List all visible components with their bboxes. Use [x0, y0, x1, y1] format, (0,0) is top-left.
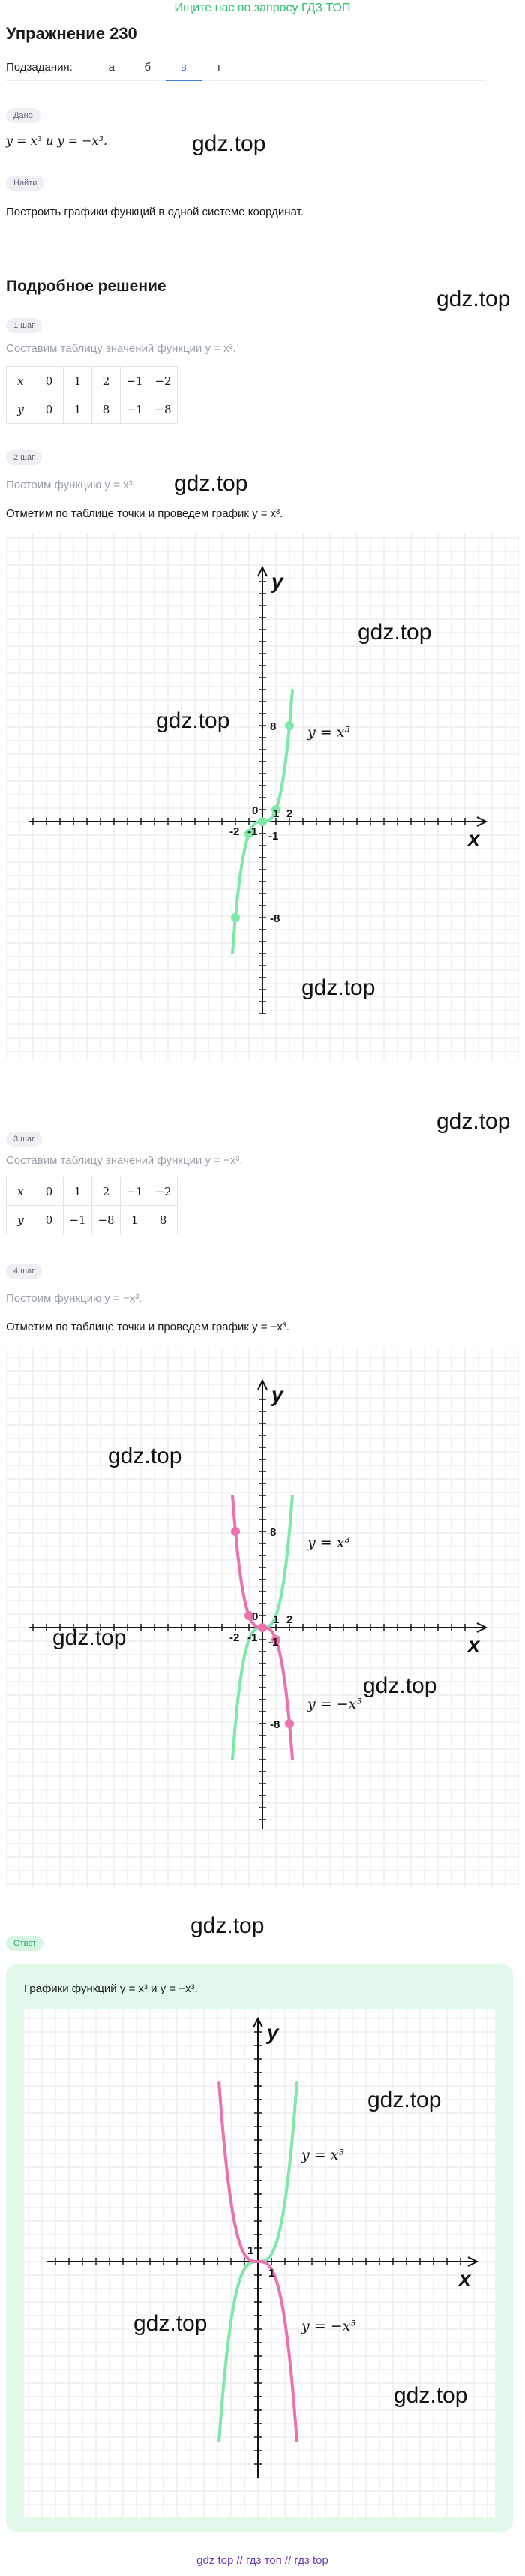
tick-label: 0	[252, 804, 259, 817]
search-banner[interactable]: Ищите нас по запросу ГДЗ ТОП	[174, 2, 351, 14]
graph-answer	[24, 2009, 495, 2517]
step2-text2: Отметим по таблице точки и проведем график y = x³.	[6, 507, 284, 520]
tick-label: -1	[248, 825, 258, 838]
tick-label: -1	[268, 830, 279, 843]
watermark: gdz.top	[368, 2088, 442, 2112]
curve-label-cube: y = x³	[308, 1534, 351, 1551]
step4-text2: Отметим по таблице точки и проведем график y = −x³.	[6, 1321, 290, 1333]
tick-label: 8	[270, 720, 277, 733]
tick-label: 1	[273, 807, 280, 820]
step2-text: Постоим функцию y = x³.	[6, 479, 136, 491]
point-marker	[231, 913, 240, 922]
table-row: x 0 1 2 −1 −2	[7, 367, 178, 395]
table-row: y 0 1 8 −1 −8	[7, 395, 178, 424]
tick-label: -2	[230, 1631, 240, 1644]
table-row: y 0 −1 −8 1 8	[7, 1206, 178, 1234]
tick-label: 0	[252, 1610, 259, 1623]
graph-both	[6, 1349, 519, 1889]
watermark: gdz.top	[302, 975, 376, 1000]
point-marker	[231, 1527, 240, 1536]
y-axis-label: y	[272, 1383, 284, 1406]
tick-label: 1	[248, 2244, 254, 2257]
values-table-1	[6, 366, 178, 424]
point-marker	[285, 721, 294, 730]
watermark: gdz.top	[156, 708, 230, 733]
given-chip: Дано	[6, 108, 40, 123]
tab-b[interactable]: б	[144, 60, 152, 74]
curve-label-neg-cube: y = −x³	[302, 2318, 356, 2334]
values-table-2	[6, 1177, 178, 1234]
watermark: gdz.top	[358, 620, 432, 645]
step4-chip: 4 шаг	[6, 1264, 42, 1279]
x-axis-label: x	[468, 1633, 480, 1656]
x-axis-label: x	[459, 2267, 471, 2290]
watermark: gdz.top	[363, 1673, 437, 1698]
point-marker	[285, 1719, 294, 1728]
curve-label-cube: y = x³	[308, 724, 351, 741]
answer-text: Графики функций y = x³ и y = −x³.	[24, 1982, 198, 1995]
tick-label: 1	[268, 2267, 275, 2280]
watermark: gdz.top	[394, 2383, 468, 2408]
solution-title: Подробное решение	[6, 278, 166, 295]
tick-label: -8	[270, 912, 280, 925]
tab-v[interactable]: в	[166, 54, 202, 81]
tick-label: 2	[286, 807, 293, 820]
tick-label: 2	[286, 1613, 293, 1626]
footer-links[interactable]: gdz top // гдз топ // гдз top	[196, 2554, 328, 2567]
answer-chip: Ответ	[6, 1936, 44, 1951]
tab-a[interactable]: а	[108, 60, 115, 74]
curve-label-cube: y = x³	[302, 2147, 345, 2163]
tick-label: -1	[268, 1636, 279, 1649]
graph-cube	[6, 534, 519, 1060]
step4-text: Постоим функцию y = −x³.	[6, 1292, 142, 1305]
watermark: gdz.top	[52, 1625, 127, 1650]
watermark: gdz.top	[190, 1913, 265, 1938]
y-axis-label: y	[272, 570, 284, 593]
given-text: y = x³ и y = −x³.	[6, 134, 108, 148]
step3-chip: 3 шаг	[6, 1132, 42, 1147]
y-axis-label: y	[267, 2021, 279, 2044]
point-marker	[258, 817, 267, 826]
step2-chip: 2 шаг	[6, 450, 42, 465]
answer-box	[6, 1964, 513, 2532]
watermark: gdz.top	[174, 471, 248, 496]
find-chip: Найти	[6, 176, 44, 191]
watermark: gdz.top	[436, 1109, 511, 1134]
find-text: Построить графики функций в одной системе координат.	[6, 206, 304, 218]
step1-text: Составим таблицу значений функции y = x³.	[6, 342, 236, 355]
tick-label: -1	[248, 1631, 258, 1644]
point-marker	[258, 1623, 267, 1632]
watermark: gdz.top	[436, 287, 511, 311]
table-row: x 0 1 2 −1 −2	[7, 1177, 178, 1206]
tick-label: -8	[270, 1718, 280, 1731]
curve-label-neg-cube: y = −x³	[308, 1696, 362, 1712]
subtask-label: Подзадания:	[6, 61, 73, 74]
watermark: gdz.top	[108, 1444, 182, 1468]
subtask-tabs	[6, 54, 486, 81]
page-title: Упражнение 230	[6, 24, 137, 43]
watermark: gdz.top	[134, 2311, 208, 2336]
step1-chip: 1 шаг	[6, 318, 42, 333]
step3-text: Составим таблицу значений функции y = −x³.	[6, 1154, 243, 1167]
x-axis-label: x	[468, 827, 480, 850]
tick-label: 1	[273, 1613, 280, 1626]
watermark: gdz.top	[192, 131, 266, 156]
tab-g[interactable]: г	[218, 60, 222, 74]
tick-label: 8	[270, 1526, 277, 1539]
tick-label: -2	[230, 825, 240, 838]
